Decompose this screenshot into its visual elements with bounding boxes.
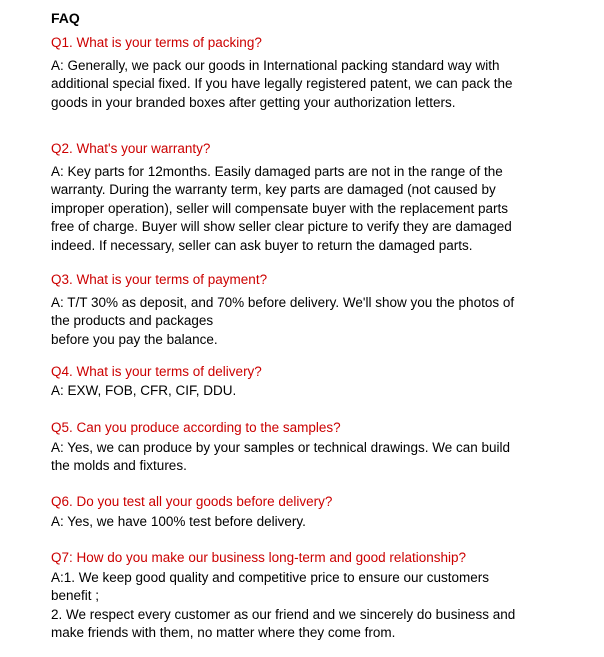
- faq-item-7: [51, 549, 551, 643]
- faq-question-6: Q6. Do you test all your goods before delivery?: [51, 494, 333, 509]
- faq-question-3: Q3. What is your terms of payment?: [51, 272, 268, 287]
- faq-answer-7: A:1. We keep good quality and competitive price to ensure our customers benefit ; 2. We respect every customer as our friend and we sincerely do business and make friends with them, no matter where they come from.: [51, 569, 516, 641]
- faq-question-2: Q2. What's your warranty?: [51, 141, 211, 156]
- faq-answer-5: A: Yes, we can produce by your samples or technical drawings. We can build the molds and fixtures.: [51, 439, 510, 474]
- faq-title: FAQ: [51, 10, 80, 26]
- faq-item-3: [51, 271, 551, 349]
- faq-item-5: [51, 419, 551, 476]
- faq-item-6: [51, 493, 551, 531]
- faq-question-7: Q7: How do you make our business long-term and good relationship?: [51, 550, 466, 565]
- faq-answer-2: A: Key parts for 12months. Easily damaged parts are not in the range of the warranty. During the warranty term, key parts are damaged (not caused by improper operation), seller will compensate buyer with the replacement parts free of charge. Buyer will show seller clear picture to verify they are damaged indeed. If necessary, seller can ask buyer to return the damaged parts.: [51, 163, 512, 253]
- faq-answer-1: A: Generally, we pack our goods in International packing standard way with additional special fixed. If you have legally registered patent, we can pack the goods in your branded boxes after getting your authorization letters.: [51, 57, 513, 110]
- faq-answer-3: A: T/T 30% as deposit, and 70% before delivery. We'll show you the photos of the products and packages before you pay the balance.: [51, 294, 515, 347]
- faq-answer-6: A: Yes, we have 100% test before delivery.: [51, 513, 306, 529]
- faq-item-1: [51, 34, 551, 112]
- faq-question-5: Q5. Can you produce according to the samples?: [51, 420, 341, 435]
- faq-question-1: Q1. What is your terms of packing?: [51, 35, 262, 50]
- faq-section: [51, 9, 551, 641]
- faq-question-4: Q4. What is your terms of delivery?: [51, 364, 262, 379]
- faq-answer-4: A: EXW, FOB, CFR, CIF, DDU.: [51, 382, 237, 398]
- faq-item-2: [51, 140, 551, 256]
- faq-item-4: [51, 363, 551, 400]
